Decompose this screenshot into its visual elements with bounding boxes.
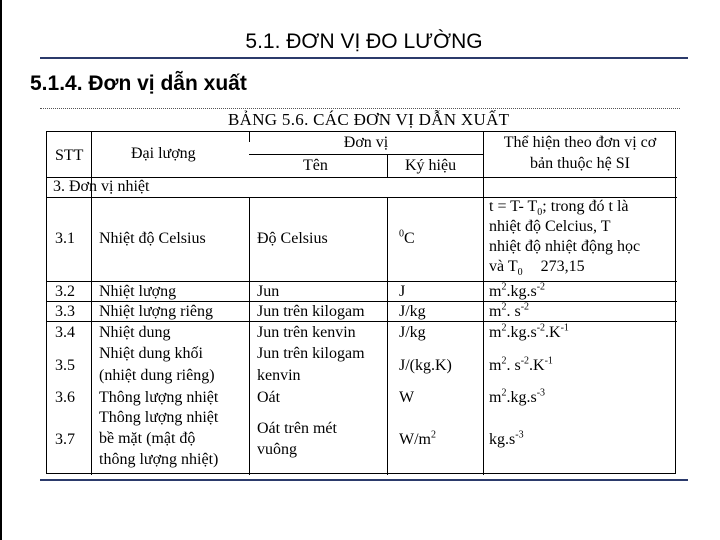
slide-title: 5.1. ĐƠN VỊ ĐO LƯỜNG <box>245 30 483 53</box>
row-unit-symbol: $W/m^2$ <box>399 429 436 448</box>
row-si: $kg.s^{-3}$ <box>489 429 524 448</box>
header-si-2: bản thuộc hệ SI <box>530 155 630 172</box>
row-unit-symbol: W <box>399 389 415 406</box>
row-unit-name: vuông <box>257 441 297 458</box>
grid-line <box>387 198 388 475</box>
units-table <box>46 131 676 474</box>
bottom-divider <box>40 479 688 481</box>
header-unit: Đơn vị <box>343 134 389 151</box>
row-quantity: Nhiệt lượng <box>99 283 177 300</box>
header-symbol: Ký hiệu <box>405 157 457 174</box>
row-quantity: Thông lượng nhiệt <box>99 389 219 406</box>
row-unit-name: Jun trên kilogam <box>257 303 365 320</box>
row-quantity: Nhiệt độ Celsius <box>99 230 206 247</box>
row-unit-symbol: J/kg <box>399 303 426 320</box>
row-si: $m^2$. $s^{-2}.K^{-1}$ <box>489 355 553 374</box>
table-caption: BẢNG 5.6. CÁC ĐƠN VỊ DẪN XUẤT <box>228 110 510 129</box>
grid-line <box>249 198 250 475</box>
row-stt: 3.3 <box>55 303 75 320</box>
row-stt: 3.4 <box>55 324 75 341</box>
dotted-divider <box>40 108 680 109</box>
row-si: $m^2$. $s^{-2}$ <box>489 301 530 320</box>
row-si: $m^2.kg.s^{-2}.K^{-1}$ <box>489 322 569 341</box>
row-stt: 3.1 <box>55 230 75 247</box>
section-heading: 5.1.4. Đơn vị dẫn xuất <box>30 72 247 95</box>
header-stt: STT <box>55 147 84 164</box>
row-stt: 3.7 <box>55 431 75 448</box>
header-name: Tên <box>303 157 328 174</box>
row-si-line: và $T_0$ 273,15 <box>489 258 585 279</box>
row-quantity: Thông lượng nhiệt <box>99 409 219 426</box>
row-unit-name: Jun <box>257 283 280 300</box>
row-quantity: Nhiệt dung <box>99 324 171 341</box>
title-divider <box>40 57 688 59</box>
row-si-line: nhiệt độ nhiệt động học <box>489 238 641 255</box>
row-unit-name: Jun trên kilogam <box>257 345 365 362</box>
row-quantity: thông lượng nhiệt) <box>99 451 219 468</box>
row-quantity: bề mặt (mật độ <box>99 430 196 447</box>
row-quantity: (nhiệt dung riêng) <box>99 367 215 384</box>
row-si: $m^2.kg.s^{-2}$ <box>489 281 546 300</box>
row-stt: 3.2 <box>55 283 75 300</box>
row-stt: 3.5 <box>55 357 75 374</box>
row-unit-symbol: J <box>399 283 406 300</box>
row-unit-name: Oát <box>257 389 281 406</box>
row-si-line: nhiệt độ Celcius, T <box>489 218 611 235</box>
row-unit-name: Jun trên kenvin <box>257 324 356 341</box>
row-si: $m^2.kg.s^{-3}$ <box>489 387 546 406</box>
grid-line <box>483 132 484 475</box>
row-unit-symbol: J/kg <box>399 324 426 341</box>
row-unit-name: Oát trên mét <box>257 420 337 437</box>
row-unit-symbol: J/(kg.K) <box>399 357 452 374</box>
grid-line <box>249 154 483 155</box>
grid-line <box>387 155 388 177</box>
row-quantity: Nhiệt lượng riêng <box>99 303 213 320</box>
row-unit-name: kenvin <box>257 367 301 384</box>
row-si-line: t = T- $T_0$; trong đó t là <box>489 198 629 219</box>
row-stt: 3.6 <box>55 389 75 406</box>
group-row: 3. Đơn vị nhiệt <box>53 178 150 195</box>
row-quantity: Nhiệt dung khối <box>99 345 203 362</box>
header-quantity: Đại lượng <box>131 145 196 162</box>
row-unit-name: Độ Celsius <box>257 230 328 247</box>
row-unit-symbol: $^0$C <box>399 228 415 247</box>
grid-line <box>47 281 677 282</box>
header-si: Thể hiện theo đơn vị cơ <box>503 134 657 151</box>
